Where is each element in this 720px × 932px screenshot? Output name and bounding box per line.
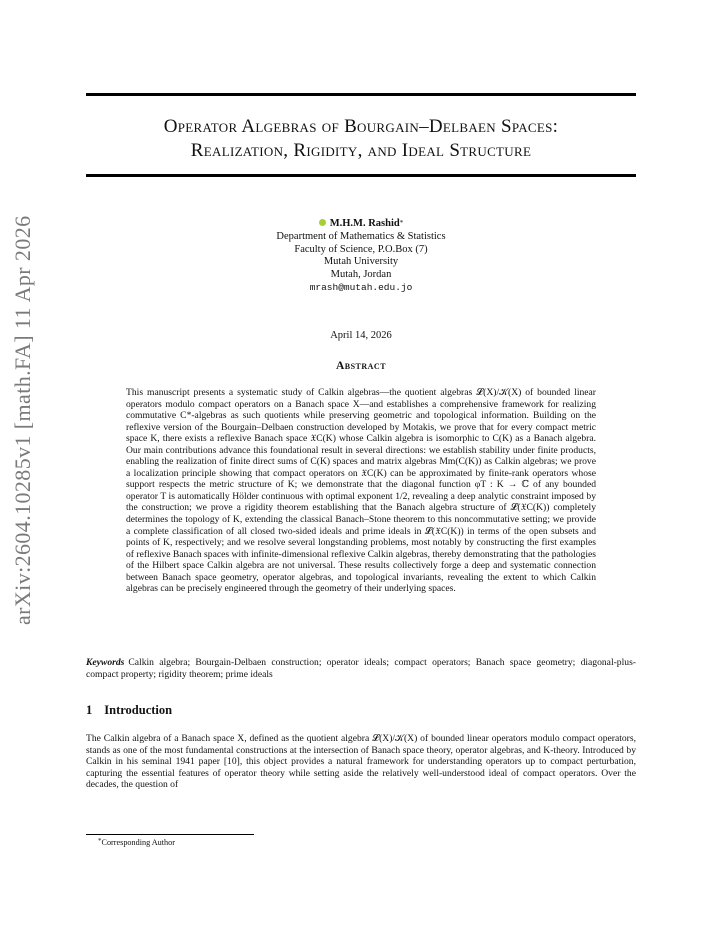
section-heading <box>86 703 172 718</box>
author-footnote-mark: * <box>399 219 404 227</box>
keywords-label: Keywords <box>86 657 125 668</box>
author-faculty: Faculty of Science, P.O.Box (7) <box>294 243 428 255</box>
title-top-rule <box>86 93 636 96</box>
intro-paragraph: The Calkin algebra of a Banach space X, defined as the quotient algebra 𝓛(X)/𝒦(X) of bounded linear operators modulo compact operators, stands as one of the most fundamental constructions at the intersection of Banach space theory, operator algebras, and K-theory. Introduced by Calkin in his seminal 1941 paper [10], this object provides a natural framework for understanding operators up to compact perturbation, capturing the essential features of operator theory while setting aside the relatively well-understood ideal of compact operators. Over the decades, the question of <box>86 733 636 791</box>
paper-title <box>86 115 636 163</box>
section-number: 1 <box>86 703 93 717</box>
abstract-text: This manuscript presents a systematic study of Calkin algebras—the quotient algebras 𝓛(X)/𝒦(X) of bounded linear operators modulo compact operators on a Banach space X—and establishes a comprehensive framework for realizing commutative C*-algebras as such quotients while preserving geometric and topological information. Building on the reflexive version of the Bourgain–Delbaen construction developed by Motakis, we prove that for every compact metric space K, there exists a reflexive Banach space 𝔛C(K) whose Calkin algebra is isomorphic to C(K) as a Banach algebra. Our main contributions advance this foundational result in several directions: we establish stability under finite products, enabling the realization of finite direct sums of C(K) spaces and matrix algebras Mm(C(K)) as Calkin algebras; we prove a localization principle showing that compact operators on 𝔛C(K) can be approximated by finite-rank operators whose support respects the metric structure of K; we demonstrate that the diagonal function φT : K → ℂ of any bounded operator T is automatically Hölder continuous with optimal exponent 1/2, revealing a deep analytic constraint imposed by the construction; we prove a rigidity theorem establishing that the Banach algebra structure of 𝓛(𝔛C(K)) completely determines the topology of K, extending the classical Banach–Stone theorem to this noncommutative setting; we provide a complete classification of all closed two-sided ideals and prime ideals in 𝓛(𝔛C(K)) in terms of the open subsets and points of K, respectively; and we resolve several longstanding problems, most notably by constructing the first examples of reflexive Banach spaces with infinite-dimensional reflexive Calkin algebras, thereby demonstrating that the pathologies of the Hilbert space Calkin algebra are not universal. These results collectively forge a deep and systematic connection between Banach space geometry, operator algebras, and topological invariants, revealing the extent to which Calkin algebras can be precisely engineered through the geometry of their underlying spaces. <box>126 387 596 595</box>
footnote-rule <box>86 834 254 835</box>
title-line-2: Realization, Rigidity, and Ideal Structure <box>190 140 532 161</box>
author-university: Mutah University <box>323 256 399 268</box>
author-department: Department of Mathematics & Statistics <box>276 230 446 242</box>
author-block <box>86 218 636 295</box>
title-bottom-rule <box>86 174 636 177</box>
orcid-icon[interactable] <box>319 219 326 226</box>
section-title: Introduction <box>104 703 173 717</box>
footnote-mark: * <box>98 837 102 845</box>
footnote <box>98 838 175 847</box>
arxiv-identifier: arXiv:2604.10285v1 [math.FA] 11 Apr 2026 <box>10 215 35 625</box>
title-line-1: Operator Algebras of Bourgain–Delbaen Spaces: <box>163 116 559 137</box>
author-location: Mutah, Jordan <box>330 269 392 281</box>
abstract-heading: Abstract <box>335 360 387 372</box>
keywords-text: Calkin algebra; Bourgain-Delbaen construction; operator ideals; compact operators; Banach space geometry; diagonal-plus-compact property; rigidity theorem; prime ideals <box>86 657 636 680</box>
keywords <box>86 657 636 680</box>
author-email[interactable]: mrash@mutah.edu.jo <box>309 281 413 293</box>
paper-date: April 14, 2026 <box>330 330 392 341</box>
footnote-text: Corresponding Author <box>101 838 175 847</box>
author-name: M.H.M. Rashid <box>329 218 400 229</box>
